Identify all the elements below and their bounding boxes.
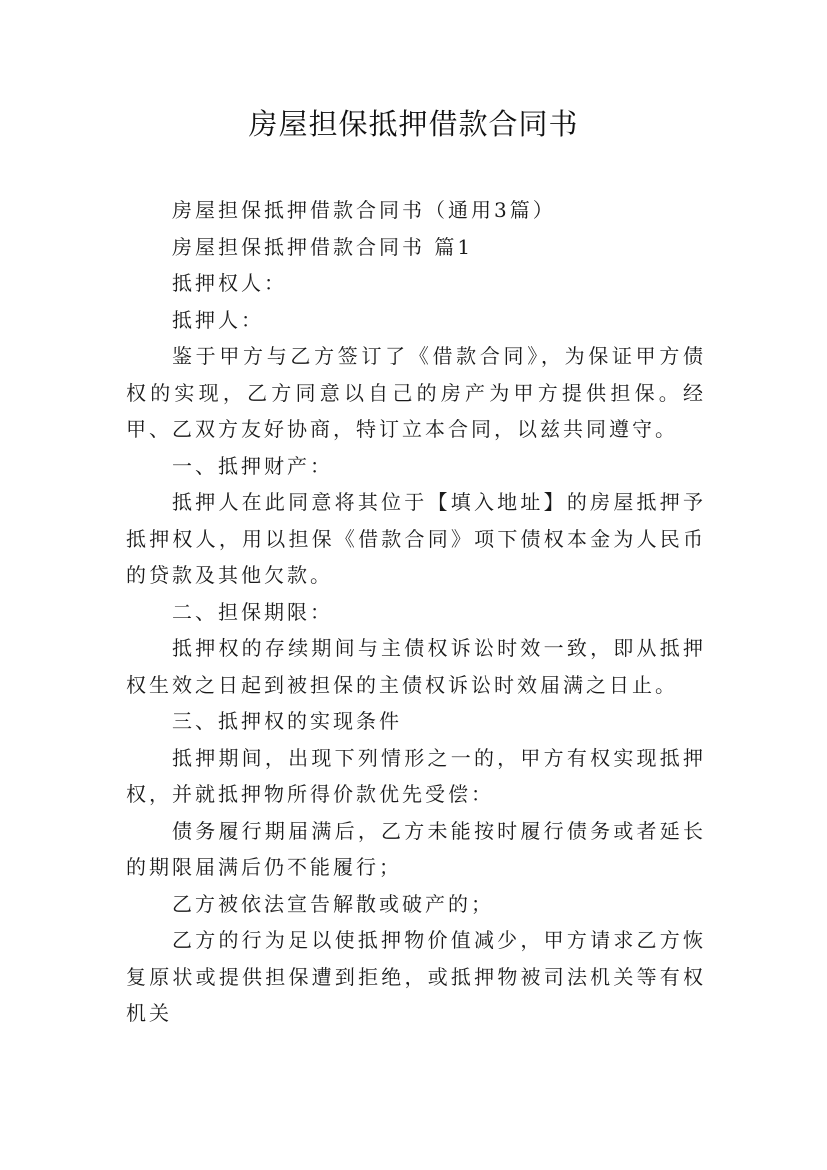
paragraph-preamble: 鉴于甲方与乙方签订了《借款合同》，为保证甲方债权的实现，乙方同意以自己的房产为甲方提供担保。经甲、乙双方友好协商，特订立本合同，以兹共同遵守。 <box>126 344 706 441</box>
paragraph-clause-2-body: 抵押权的存续期间与主债权诉讼时效一致，即从抵押权生效之日起到被担保的主债权诉讼时效届满之日止。 <box>126 636 706 697</box>
paragraph-clause-3-heading: 三、抵押权的实现条件 <box>172 709 402 733</box>
paragraph-clause-1-body: 抵押人在此同意将其位于【填入地址】的房屋抵押予抵押权人，用以担保《借款合同》项下债权本金为人民币的贷款及其他欠款。 <box>126 490 706 587</box>
paragraph-section-heading: 房屋担保抵押借款合同书 篇1 <box>172 234 474 259</box>
document-title: 房屋担保抵押借款合同书 <box>248 107 579 141</box>
paragraph-mortgagee: 抵押权人： <box>172 271 287 295</box>
paragraph-condition-3: 乙方的行为足以使抵押物价值减少，甲方请求乙方恢复原状或提供担保遭到拒绝，或抵押物被司法机关等有权机关 <box>126 928 706 1025</box>
paragraph-subtitle: 房屋担保抵押借款合同书（通用3篇） <box>172 198 556 222</box>
paragraph-condition-2: 乙方被依法宣告解散或破产的； <box>172 891 494 916</box>
paragraph-clause-1-heading: 一、抵押财产： <box>172 453 333 478</box>
paragraph-clause-3-body: 抵押期间，出现下列情形之一的，甲方有权实现抵押权，并就抵押物所得价款优先受偿： <box>126 745 706 806</box>
paragraph-mortgagor: 抵押人： <box>172 307 264 332</box>
paragraph-condition-1: 债务履行期届满后，乙方未能按时履行债务或者延长的期限届满后仍不能履行； <box>126 818 706 879</box>
document-body <box>126 192 706 1032</box>
paragraph-clause-2-heading: 二、担保期限： <box>172 599 333 624</box>
